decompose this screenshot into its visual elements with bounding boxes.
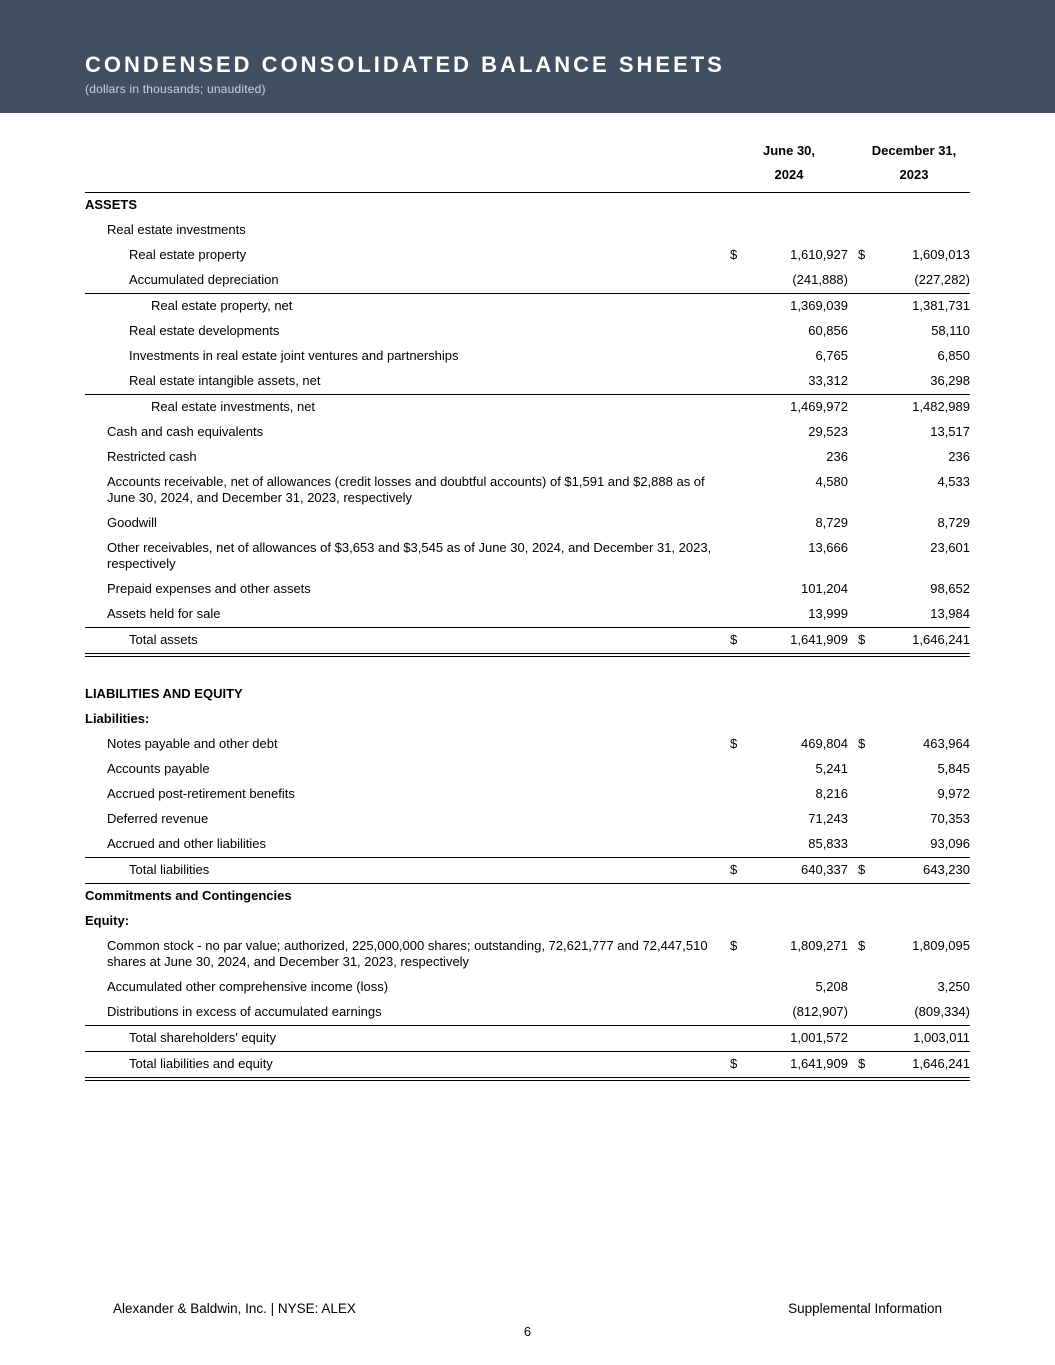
- value-cell: 5,208: [815, 979, 848, 994]
- section-row: [85, 193, 970, 218]
- row-label: Notes payable and other debt: [107, 736, 278, 751]
- value-cell: 643,230: [923, 862, 970, 877]
- value-cell: (809,334): [914, 1004, 970, 1019]
- value-cell: 1,001,572: [790, 1030, 848, 1045]
- money-cell: [730, 323, 848, 339]
- table-row: [85, 394, 970, 420]
- money-cell: [858, 540, 970, 556]
- dollar-sign: [858, 540, 874, 556]
- value-cell: 23,601: [930, 540, 970, 555]
- row-label: Total liabilities and equity: [129, 1056, 273, 1071]
- money-cell: [858, 247, 970, 263]
- row-label: Equity:: [85, 913, 130, 928]
- dollar-sign: [858, 979, 874, 995]
- column-header-december-2023: [858, 139, 970, 187]
- dollar-sign: [730, 298, 746, 314]
- table-row: [85, 511, 970, 536]
- value-cell: 1,369,039: [790, 298, 848, 313]
- row-label: Prepaid expenses and other assets: [107, 581, 311, 596]
- value-cell: 1,641,909: [790, 632, 848, 647]
- row-label: Deferred revenue: [107, 811, 209, 826]
- money-cell: [730, 1056, 848, 1072]
- value-cell: 85,833: [808, 836, 848, 851]
- row-label: Assets held for sale: [107, 606, 221, 621]
- value-cell: 1,809,271: [790, 938, 848, 953]
- dollar-sign: [858, 323, 874, 339]
- section-row: [85, 707, 970, 732]
- page-title: CONDENSED CONSOLIDATED BALANCE SHEETS: [85, 52, 725, 77]
- table-row: [85, 807, 970, 832]
- table-row: [85, 293, 970, 319]
- dollar-sign: [858, 761, 874, 777]
- table-row: [85, 732, 970, 757]
- money-cell: [730, 348, 848, 364]
- dollar-sign: [858, 1004, 874, 1020]
- dollar-sign: [858, 836, 874, 852]
- dollar-sign: $: [858, 632, 866, 647]
- money-cell: [858, 298, 970, 314]
- value-cell: 13,984: [930, 606, 970, 621]
- money-cell: [730, 811, 848, 827]
- money-cell: [858, 1030, 970, 1046]
- dollar-sign: $: [858, 736, 866, 751]
- dollar-sign: [858, 449, 874, 465]
- row-label: Restricted cash: [107, 449, 197, 464]
- dollar-sign: [730, 272, 746, 288]
- dollar-sign: [858, 811, 874, 827]
- dollar-sign: [858, 1030, 874, 1046]
- value-cell: 29,523: [808, 424, 848, 439]
- table-row: [85, 369, 970, 394]
- value-cell: 469,804: [801, 736, 848, 751]
- money-cell: [858, 786, 970, 802]
- money-cell: [858, 938, 970, 954]
- row-label: ASSETS: [85, 197, 138, 212]
- row-label: Investments in real estate joint ventures and partnerships: [129, 348, 459, 363]
- money-cell: [730, 606, 848, 622]
- value-cell: 101,204: [801, 581, 848, 596]
- dollar-sign: $: [730, 938, 738, 953]
- table-row: [85, 832, 970, 857]
- money-cell: [858, 761, 970, 777]
- dollar-sign: [730, 323, 746, 339]
- table-row: [85, 1025, 970, 1051]
- column-header-line2: 2023: [899, 167, 929, 182]
- dollar-sign: [730, 761, 746, 777]
- row-label: Accumulated depreciation: [129, 272, 279, 287]
- value-cell: 58,110: [931, 323, 970, 338]
- dollar-sign: [858, 399, 874, 415]
- dollar-sign: [730, 1030, 746, 1046]
- row-label: LIABILITIES AND EQUITY: [85, 686, 243, 701]
- footer-doc-type: Supplemental Information: [788, 1301, 942, 1316]
- table-body: [85, 193, 970, 1078]
- value-cell: 236: [826, 449, 848, 464]
- dollar-sign: $: [858, 1056, 866, 1071]
- money-cell: [858, 399, 970, 415]
- table-row: [85, 602, 970, 627]
- value-cell: 1,482,989: [912, 399, 970, 414]
- money-cell: [730, 862, 848, 878]
- money-cell: [730, 979, 848, 995]
- dollar-sign: $: [858, 247, 866, 262]
- dollar-sign: [858, 515, 874, 531]
- value-cell: 5,845: [937, 761, 970, 776]
- money-cell: [858, 836, 970, 852]
- dollar-sign: [858, 373, 874, 389]
- table-row: [85, 627, 970, 654]
- money-cell: [730, 736, 848, 752]
- value-cell: 8,729: [815, 515, 848, 530]
- row-label: Real estate developments: [129, 323, 280, 338]
- page-subtitle: (dollars in thousands; unaudited): [85, 82, 266, 96]
- value-cell: 1,646,241: [912, 1056, 970, 1071]
- money-cell: [730, 540, 848, 556]
- table-row: [85, 344, 970, 369]
- section-row: [85, 884, 970, 909]
- table-row: [85, 243, 970, 268]
- money-cell: [730, 474, 848, 490]
- value-cell: 93,096: [930, 836, 970, 851]
- value-cell: 4,533: [937, 474, 970, 489]
- row-label: Total shareholders' equity: [129, 1030, 277, 1045]
- column-header-line1: June 30,: [762, 143, 816, 158]
- dollar-sign: $: [730, 247, 738, 262]
- value-cell: 6,765: [815, 348, 848, 363]
- value-cell: 3,250: [937, 979, 970, 994]
- value-cell: 13,517: [930, 424, 970, 439]
- money-cell: [858, 736, 970, 752]
- table-row: [85, 782, 970, 807]
- dollar-sign: [730, 786, 746, 802]
- dollar-sign: [858, 786, 874, 802]
- value-cell: 1,610,927: [790, 247, 848, 262]
- money-cell: [858, 581, 970, 597]
- row-label: Real estate property, net: [151, 298, 293, 313]
- value-cell: 6,850: [937, 348, 970, 363]
- money-cell: [730, 1030, 848, 1046]
- value-cell: 8,216: [815, 786, 848, 801]
- money-cell: [730, 272, 848, 288]
- value-cell: (227,282): [914, 272, 970, 287]
- value-cell: 71,243: [808, 811, 848, 826]
- money-cell: [730, 449, 848, 465]
- row-label: Commitments and Contingencies: [85, 888, 292, 903]
- value-cell: 1,809,095: [912, 938, 970, 953]
- dollar-sign: $: [858, 862, 866, 877]
- page-header-band: [0, 0, 1055, 113]
- column-header-line2: 2024: [774, 167, 804, 182]
- value-cell: 1,469,972: [790, 399, 848, 414]
- value-cell: 98,652: [930, 581, 970, 596]
- money-cell: [730, 581, 848, 597]
- row-label: Accumulated other comprehensive income (loss): [107, 979, 389, 994]
- dollar-sign: [730, 348, 746, 364]
- balance-sheet: [0, 113, 1055, 1078]
- dollar-sign: [730, 836, 746, 852]
- row-label: Liabilities:: [85, 711, 150, 726]
- table-row: [85, 857, 970, 884]
- section-row: [85, 909, 970, 934]
- money-cell: [730, 632, 848, 648]
- dollar-sign: [730, 449, 746, 465]
- money-cell: [730, 515, 848, 531]
- dollar-sign: [858, 424, 874, 440]
- value-cell: 1,646,241: [912, 632, 970, 647]
- money-cell: [858, 1004, 970, 1020]
- value-cell: 463,964: [923, 736, 970, 751]
- value-cell: 236: [948, 449, 970, 464]
- money-cell: [858, 811, 970, 827]
- table-row: [85, 536, 970, 577]
- table-row: [85, 420, 970, 445]
- row-label: Common stock - no par value; authorized, 225,000,000 shares; outstanding, 72,621,777 and 72,447,510 shares at June 30, 2024, and December 31, 2023, respectively: [107, 938, 708, 969]
- dollar-sign: $: [730, 1056, 738, 1071]
- value-cell: 13,666: [808, 540, 848, 555]
- column-header-line1: December 31,: [871, 143, 957, 158]
- value-cell: 60,856: [808, 323, 848, 338]
- money-cell: [858, 348, 970, 364]
- dollar-sign: $: [858, 938, 866, 953]
- money-cell: [858, 373, 970, 389]
- table-row: [85, 577, 970, 602]
- value-cell: 13,999: [808, 606, 848, 621]
- money-cell: [730, 298, 848, 314]
- section-row: [85, 682, 970, 707]
- dollar-sign: [858, 272, 874, 288]
- value-cell: (812,907): [792, 1004, 848, 1019]
- money-cell: [858, 474, 970, 490]
- row-label: Cash and cash equivalents: [107, 424, 264, 439]
- page-number: 6: [523, 1324, 532, 1339]
- money-cell: [730, 938, 848, 954]
- column-headers: [85, 139, 970, 193]
- money-cell: [730, 1004, 848, 1020]
- dollar-sign: [730, 581, 746, 597]
- value-cell: 8,729: [937, 515, 970, 530]
- dollar-sign: [858, 606, 874, 622]
- dollar-sign: [858, 348, 874, 364]
- row-label: Real estate intangible assets, net: [129, 373, 321, 388]
- dollar-sign: [730, 399, 746, 415]
- money-cell: [730, 761, 848, 777]
- dollar-sign: $: [730, 632, 738, 647]
- row-label: Real estate investments, net: [151, 399, 316, 414]
- money-cell: [858, 979, 970, 995]
- dollar-sign: [730, 1004, 746, 1020]
- value-cell: 640,337: [801, 862, 848, 877]
- dollar-sign: [730, 811, 746, 827]
- row-label: Accrued post-retirement benefits: [107, 786, 295, 801]
- row-label: Total assets: [129, 632, 198, 647]
- money-cell: [858, 1056, 970, 1072]
- dollar-sign: [730, 424, 746, 440]
- value-cell: 33,312: [808, 373, 848, 388]
- table-row: [85, 757, 970, 782]
- value-cell: 4,580: [815, 474, 848, 489]
- money-cell: [858, 632, 970, 648]
- money-cell: [730, 424, 848, 440]
- money-cell: [730, 373, 848, 389]
- row-label: Real estate property: [129, 247, 247, 262]
- row-label: Distributions in excess of accumulated earnings: [107, 1004, 382, 1019]
- table-row: [85, 975, 970, 1000]
- value-cell: 70,353: [930, 811, 970, 826]
- dollar-sign: [730, 515, 746, 531]
- money-cell: [730, 836, 848, 852]
- dollar-sign: $: [730, 862, 738, 877]
- value-cell: 1,003,011: [913, 1030, 970, 1045]
- money-cell: [858, 449, 970, 465]
- dollar-sign: [858, 474, 874, 490]
- money-cell: [730, 786, 848, 802]
- table-row: [85, 268, 970, 293]
- money-cell: [858, 862, 970, 878]
- page-footer: [0, 1301, 1055, 1339]
- value-cell: 1,641,909: [790, 1056, 848, 1071]
- row-label: Goodwill: [107, 515, 157, 530]
- table-row: [85, 445, 970, 470]
- money-cell: [730, 247, 848, 263]
- dollar-sign: [730, 979, 746, 995]
- row-label: Other receivables, net of allowances of $3,653 and $3,545 as of June 30, 2024, and December 31, 2023, respectively: [107, 540, 712, 571]
- money-cell: [858, 272, 970, 288]
- row-label: Accrued and other liabilities: [107, 836, 266, 851]
- value-cell: 5,241: [815, 761, 848, 776]
- money-cell: [858, 424, 970, 440]
- dollar-sign: [730, 373, 746, 389]
- table-row: [85, 470, 970, 511]
- spacer-row: [85, 658, 970, 682]
- table-row: [85, 319, 970, 344]
- dollar-sign: [858, 581, 874, 597]
- dollar-sign: $: [730, 736, 738, 751]
- value-cell: 1,609,013: [912, 247, 970, 262]
- column-header-june-2024: [730, 139, 848, 187]
- dollar-sign: [730, 606, 746, 622]
- table-row: [85, 934, 970, 975]
- money-cell: [858, 323, 970, 339]
- footer-company: Alexander & Baldwin, Inc. | NYSE: ALEX: [113, 1301, 356, 1316]
- row-label: Accounts payable: [107, 761, 210, 776]
- row-label: Total liabilities: [129, 862, 210, 877]
- footer-line: [0, 1301, 1055, 1316]
- value-cell: 36,298: [930, 373, 970, 388]
- value-cell: (241,888): [792, 272, 848, 287]
- dollar-sign: [858, 298, 874, 314]
- row-label: Accounts receivable, net of allowances (credit losses and doubtful accounts) of $1,591 and $2,888 as of June 30, 2024, and December 31, 2023, respectively: [107, 474, 705, 505]
- dollar-sign: [730, 540, 746, 556]
- money-cell: [858, 606, 970, 622]
- table-row: [85, 1051, 970, 1078]
- value-cell: 9,972: [937, 786, 970, 801]
- table-row: [85, 218, 970, 243]
- row-label: Real estate investments: [107, 222, 246, 237]
- dollar-sign: [730, 474, 746, 490]
- table-row: [85, 1000, 970, 1025]
- money-cell: [858, 515, 970, 531]
- value-cell: 1,381,731: [912, 298, 970, 313]
- money-cell: [730, 399, 848, 415]
